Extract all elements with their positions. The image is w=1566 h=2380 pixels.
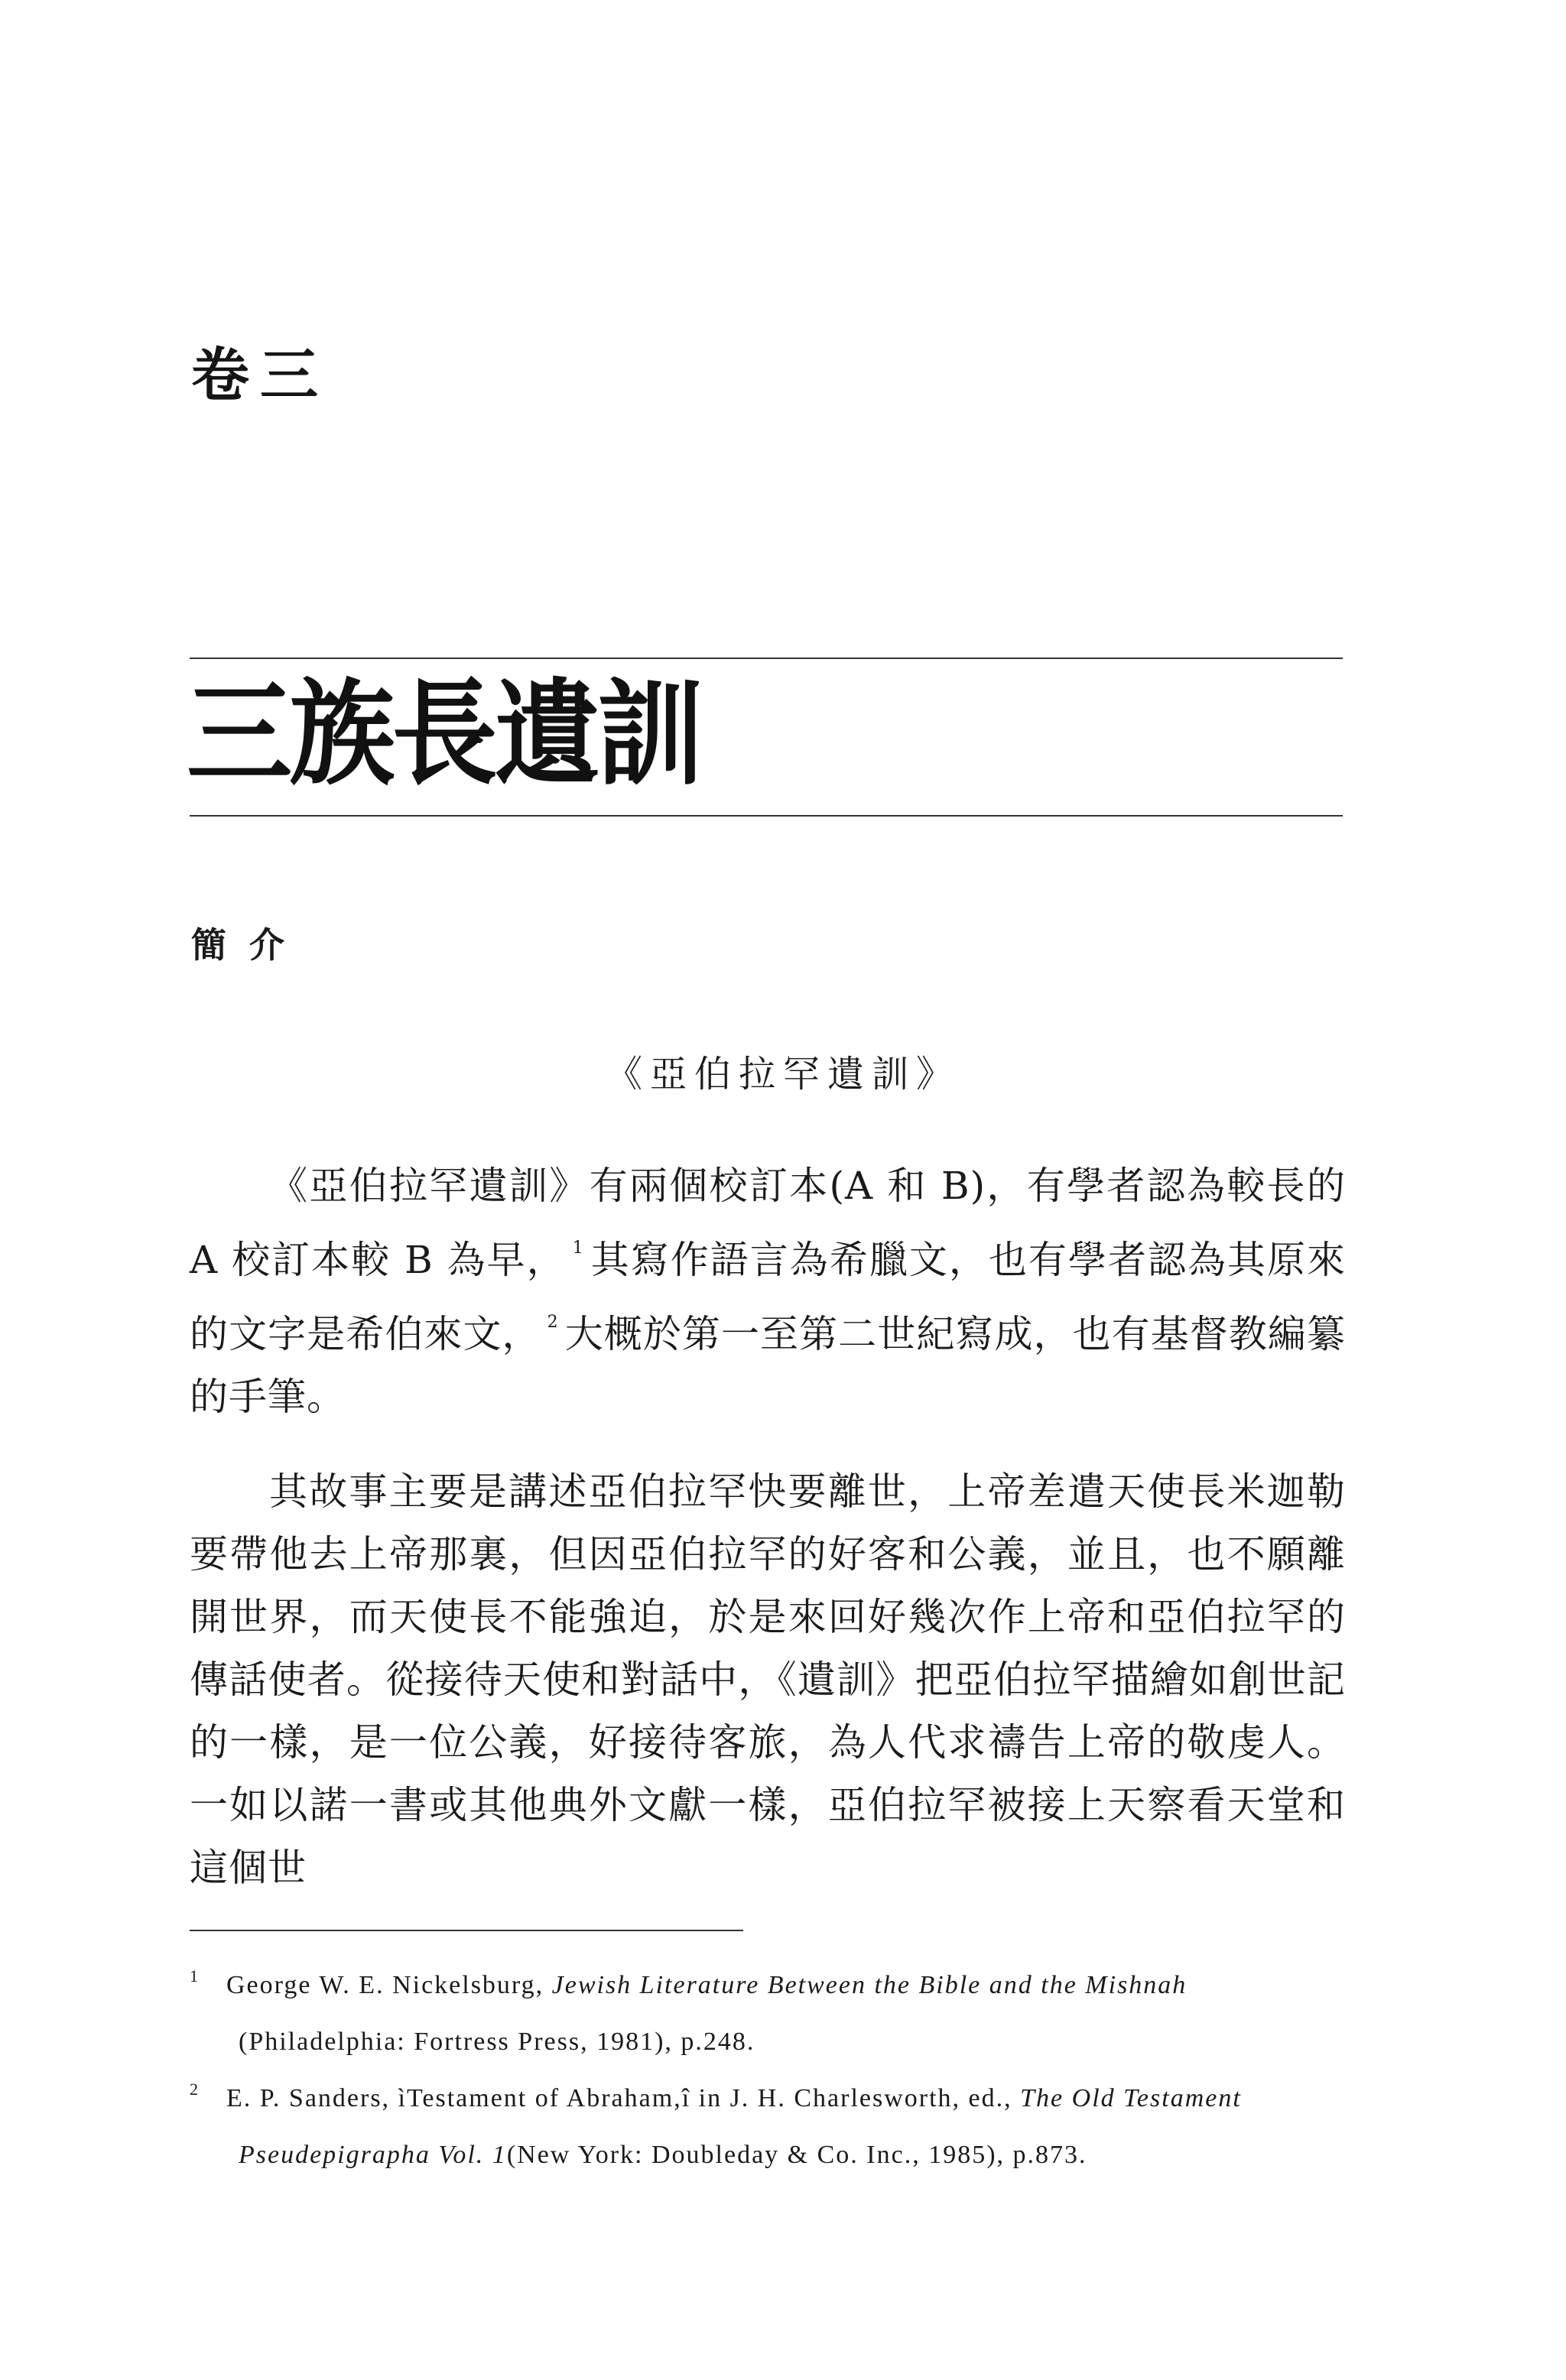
footnote-2: [190, 2070, 1352, 2184]
footnote-ref-2[interactable]: 2: [547, 1313, 559, 1332]
paragraph-1-part-3: 大概於第一至第二世紀寫成，也有基督教編纂的手筆。: [190, 1312, 1347, 1419]
paragraph-2: [190, 1460, 1346, 1899]
paragraph-2-text: 其故事主要是講述亞伯拉罕快要離世，上帝差遣天使長米迦勒要帶他去上帝那裏，但因亞伯拉罕的好客和公義，並且，也不願離開世界，而天使長不能強迫，於是來回好幾次作上帝和亞伯拉罕的傳話使者。從接待天使和對話中，《遺訓》把亞伯拉罕描繪如創世記的一樣，是一位公義，好接待客旅，為人代求禱告上帝的敬虔人。一如以諾一書或其他典外文獻一樣，亞伯拉罕被接上天察看天堂和這個世: [190, 1469, 1346, 1890]
footnote-2-number: 2: [190, 2080, 200, 2099]
footnote-1-number: 1: [190, 1966, 200, 1985]
title-rule-bottom: [190, 815, 1343, 817]
volume-label: 卷三: [191, 341, 329, 409]
footnote-1: [190, 1957, 1352, 2070]
section-heading: 簡介: [191, 924, 307, 966]
footnote-2-title-cont: Pseudepigrapha Vol. 1: [239, 2141, 507, 2169]
footnote-2-author: E. P. Sanders, ìTestament of Abraham,î in J. H. Charlesworth, ed.,: [226, 2084, 1021, 2112]
paragraph-1-part-2: 其寫作語言為希臘文，也有學者認為其原來的文字是希伯來文，: [190, 1238, 1346, 1356]
paragraph-1-part-1: 《亞伯拉罕遺訓》有兩個校訂本(A 和 B)，有學者認為較長的 A 校訂本較 B 為早，: [190, 1164, 1346, 1282]
book-title: 三族長遺訓: [187, 668, 700, 801]
footnotes: [190, 1957, 1352, 2184]
footnote-1-publication: (Philadelphia: Fortress Press, 1981), p.248.: [239, 2028, 755, 2056]
footnote-1-title: Jewish Literature Between the Bible and the Mishnah: [551, 1971, 1187, 1999]
footnote-separator: [190, 1930, 743, 1931]
footnote-2-publication: (New York: Doubleday & Co. Inc., 1985), p.873.: [506, 2141, 1087, 2169]
paragraph-1: [190, 1154, 1346, 1428]
footnote-1-author: George W. E. Nickelsburg,: [226, 1971, 552, 1999]
footnote-2-title: The Old Testament: [1020, 2084, 1242, 2112]
sub-heading: 《亞伯拉罕遺訓》: [605, 1053, 960, 1096]
title-rule-top: [190, 658, 1343, 659]
footnote-ref-1[interactable]: 1: [572, 1239, 584, 1258]
